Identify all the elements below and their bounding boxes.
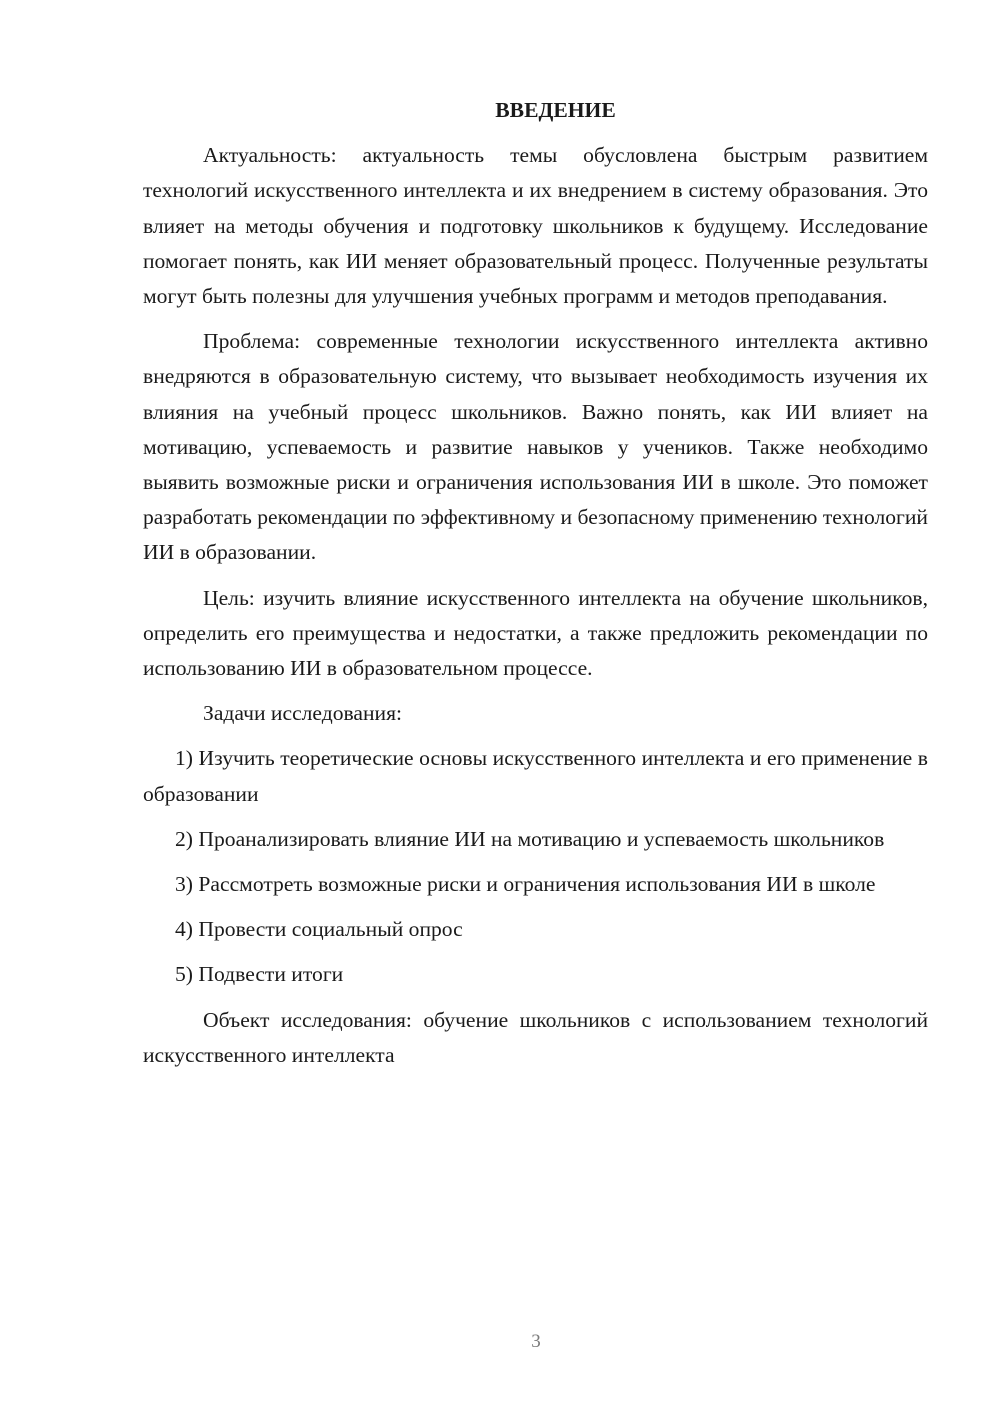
task-list [143, 741, 928, 992]
task-item-1: 1) Изучить теоретические основы искусственного интеллекта и его применение в образовании [143, 746, 928, 806]
task-item-5: 5) Подвести итоги [175, 962, 344, 987]
goal-paragraph: Цель: изучить влияние искусственного интеллекта на обучение школьников, определить его преимущества и недостатки, а также предложить рекомендации по использованию ИИ в образовательном процессе. [143, 585, 928, 681]
relevance-paragraph: Актуальность: актуальность темы обусловлена быстрым развитием технологий искусственного интеллекта и их внедрением в систему образования. Это влияет на методы обучения и подготовку школьников к будущему. Исследование помогает понять, как ИИ меняет образовательный процесс. Полученные результаты могут быть полезны для улучшения учебных программ и методов преподавания. [143, 143, 928, 309]
task-item-4: 4) Провести социальный опрос [175, 917, 463, 942]
task-item-2: 2) Проанализировать влияние ИИ на мотивацию и успеваемость школьников [175, 826, 885, 851]
problem-paragraph: Проблема: современные технологии искусственного интеллекта активно внедряются в образовательную систему, что вызывает необходимость изучения их влияния на учебный процесс школьников. Важно понять, как ИИ влияет на мотивацию, успеваемость и развитие навыков у учеников. Также необходимо выявить возможные риски и ограничения использования ИИ в школе. Это поможет разработать рекомендации по эффективному и безопасному применению технологий ИИ в образовании. [143, 329, 928, 565]
section-heading: ВВЕДЕНИЕ [495, 98, 616, 122]
task-item-3: 3) Рассмотреть возможные риски и ограничения использования ИИ в школе [175, 872, 876, 897]
page-content [143, 93, 928, 1083]
tasks-heading: Задачи исследования: [203, 701, 403, 726]
object-paragraph: Объект исследования: обучение школьников с использованием технологий искусственного интеллекта [143, 1007, 928, 1067]
page-number: 3 [531, 1331, 541, 1352]
